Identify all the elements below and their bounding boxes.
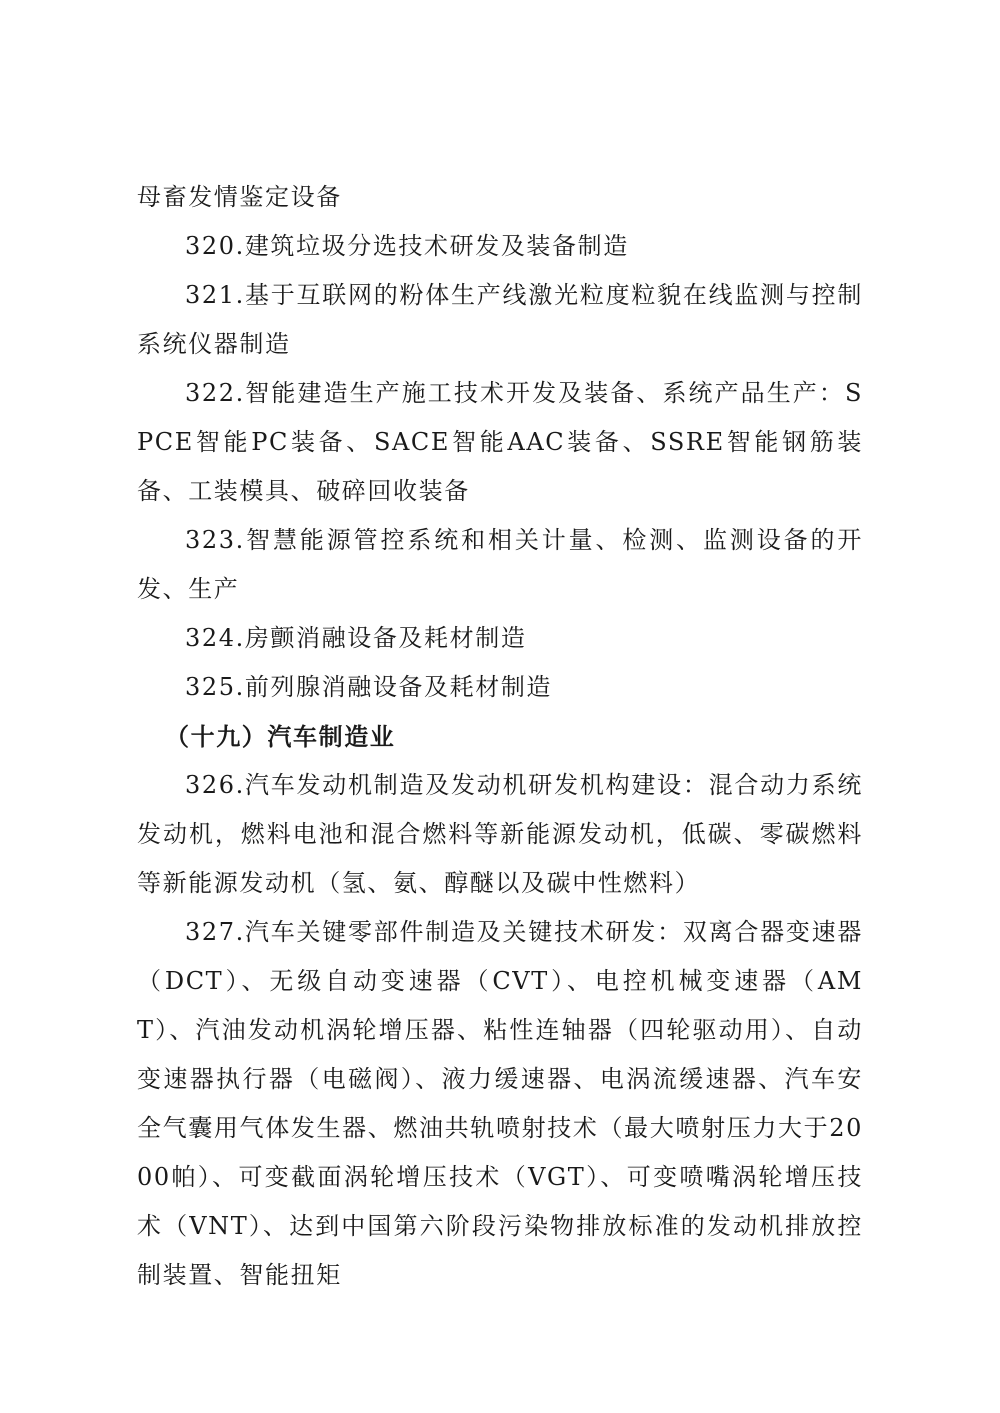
paragraph-item-325: 325.前列腺消融设备及耗材制造: [185, 673, 553, 701]
paragraph-item-326: 326.汽车发动机制造及发动机研发机构建设：混合动力系统发动机，燃料电池和混合燃料等新能源发动机，低碳、零碳燃料等新能源发动机（氢、氨、醇醚以及碳中性燃料）: [137, 771, 863, 897]
paragraph-item-320: 320.建筑垃圾分选技术研发及装备制造: [185, 232, 629, 260]
paragraph-item-322: 322.智能建造生产施工技术开发及装备、系统产品生产：SPCE智能PC装备、SACE智能AAC装备、SSRE智能钢筋装备、工装模具、破碎回收装备: [137, 379, 863, 505]
section-heading-auto-manufacturing: （十九）汽车制造业: [165, 722, 396, 751]
paragraph-item-324: 324.房颤消融设备及耗材制造: [185, 624, 527, 652]
paragraph-item-327: 327.汽车关键零部件制造及关键技术研发：双离合器变速器（DCT）、无级自动变速器（CVT）、电控机械变速器（AMT）、汽油发动机涡轮增压器、粘性连轴器（四轮驱动用）、自动变速器执行器（电磁阀）、液力缓速器、电涡流缓速器、汽车安全气囊用气体发生器、燃油共轨喷射技术（最大喷射压力大于2000帕）、可变截面涡轮增压技术（VGT）、可变喷嘴涡轮增压技术（VNT）、达到中国第六阶段污染物排放标准的发动机排放控制装置、智能扭矩: [137, 918, 863, 1289]
paragraph-item-321: 321.基于互联网的粉体生产线激光粒度粒貌在线监测与控制系统仪器制造: [137, 281, 863, 358]
paragraph-continuation: 母畜发情鉴定设备: [137, 183, 342, 211]
paragraph-item-323: 323.智慧能源管控系统和相关计量、检测、监测设备的开发、生产: [137, 526, 863, 603]
document-body: [137, 173, 863, 1300]
